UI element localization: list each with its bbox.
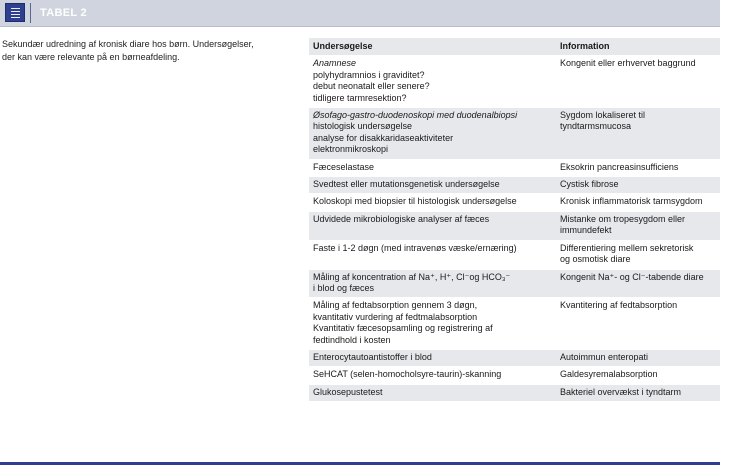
information-cell — [556, 58, 720, 104]
examination-line: Fæceselastase — [313, 161, 375, 172]
table-row — [309, 160, 720, 177]
information-line: tyndtarmsmucosa — [560, 121, 632, 132]
examination-cell — [309, 196, 556, 207]
table-row — [309, 56, 720, 108]
examination-cell — [309, 162, 556, 173]
examination-cell — [309, 179, 556, 190]
information-line: Kongenit Na⁺- og Cl⁻-tabende diare — [560, 271, 704, 282]
table-row — [309, 367, 720, 384]
examination-line: Glukosepustetest — [313, 386, 383, 397]
information-cell — [556, 196, 720, 207]
examination-cell — [309, 300, 556, 346]
table-list-icon — [5, 3, 25, 22]
examination-line: Udvidede mikrobiologiske analyser af fæces — [313, 213, 490, 224]
table-row — [309, 350, 720, 367]
information-line: Mistanke om tropesygdom eller — [560, 213, 686, 224]
examination-line: Kvantitativ fæcesopsamling og registrering af — [313, 323, 493, 334]
table-header-row — [309, 38, 720, 56]
information-line: Cystisk fibrose — [560, 179, 619, 190]
examination-line: kvantitativ vurdering af fedtmalabsorption — [313, 311, 478, 322]
column-header-information: Information — [560, 41, 610, 51]
examination-line: Anamnese — [313, 58, 357, 69]
information-cell — [556, 243, 720, 266]
information-cell — [556, 387, 720, 398]
examination-cell — [309, 387, 556, 398]
information-line: og osmotisk diare — [560, 254, 631, 265]
examination-cell — [309, 369, 556, 380]
information-line: Differentiering mellem sekretorisk — [560, 242, 694, 253]
examination-cell — [309, 110, 556, 156]
table-row — [309, 194, 720, 211]
table-row — [309, 298, 720, 350]
information-line: Autoimmun enteropati — [560, 351, 649, 362]
table-row — [309, 385, 720, 402]
examinations-table — [309, 38, 720, 402]
examination-line: Koloskopi med biopsier til histologisk undersøgelse — [313, 196, 517, 207]
examination-line: histologisk undersøgelse — [313, 121, 413, 132]
examination-line: debut neonatalt eller senere? — [313, 81, 430, 92]
examination-line: Måling af fedtabsorption gennem 3 døgn, — [313, 300, 478, 311]
information-line: Kronisk inflammatorisk tarmsygdom — [560, 196, 703, 207]
information-line: Kongenit eller erhvervet baggrund — [560, 58, 696, 69]
examination-line: SeHCAT (selen-homocholsyre-taurin)-skanning — [313, 369, 502, 380]
examination-line: Svedtest eller mutationsgenetisk undersøgelse — [313, 179, 500, 190]
information-line: Sygdom lokaliseret til — [560, 110, 646, 121]
information-cell — [556, 162, 720, 173]
table-row — [309, 212, 720, 241]
examination-line: tidligere tarmresektion? — [313, 92, 407, 103]
information-line: Kvantitering af fedtabsorption — [560, 300, 678, 311]
examination-line: elektronmikroskopi — [313, 144, 389, 155]
examination-cell — [309, 58, 556, 104]
information-cell — [556, 352, 720, 363]
table-row — [309, 108, 720, 160]
information-cell — [556, 272, 720, 295]
caption-line: der kan være relevante på en børneafdeling. — [2, 52, 180, 62]
information-cell — [556, 214, 720, 237]
information-cell — [556, 369, 720, 380]
examination-line: fedtindhold i kosten — [313, 334, 391, 345]
information-line: Eksokrin pancreasinsufficiens — [560, 161, 679, 172]
table-caption — [2, 38, 294, 64]
examination-line: Måling af koncentration af Na⁺, H⁺, Cl⁻og HCO₃⁻ — [313, 271, 511, 282]
examination-line: analyse for disakkaridaseaktiviteter — [313, 132, 454, 143]
examination-cell — [309, 214, 556, 237]
information-cell — [556, 110, 720, 156]
information-cell — [556, 300, 720, 346]
information-line: Bakteriel overvækst i tyndtarm — [560, 386, 682, 397]
table-row — [309, 177, 720, 194]
examination-cell — [309, 243, 556, 266]
table-title: TABEL 2 — [40, 7, 87, 19]
information-cell — [556, 179, 720, 190]
examination-cell — [309, 352, 556, 363]
table-header-bar — [0, 0, 720, 27]
caption-line: Sekundær udredning af kronisk diare hos børn. Undersøgelser, — [2, 39, 254, 49]
column-header-examination: Undersøgelse — [313, 41, 373, 51]
information-line: Galdesyremalabsorption — [560, 369, 658, 380]
header-divider — [30, 3, 31, 23]
table-row — [309, 270, 720, 299]
examination-cell — [309, 272, 556, 295]
examination-line: Enterocytautoantistoffer i blod — [313, 351, 432, 362]
examination-line: Faste i 1-2 døgn (med intravenøs væske/ernæring) — [313, 242, 517, 253]
examination-line: i blod og fæces — [313, 282, 375, 293]
examination-line: Øsofago-gastro-duodenoskopi med duodenalbiopsi — [313, 110, 518, 121]
examination-line: polyhydramnios i graviditet? — [313, 69, 425, 80]
bottom-rule — [0, 462, 720, 465]
table-row — [309, 241, 720, 270]
information-line: immundefekt — [560, 225, 612, 236]
